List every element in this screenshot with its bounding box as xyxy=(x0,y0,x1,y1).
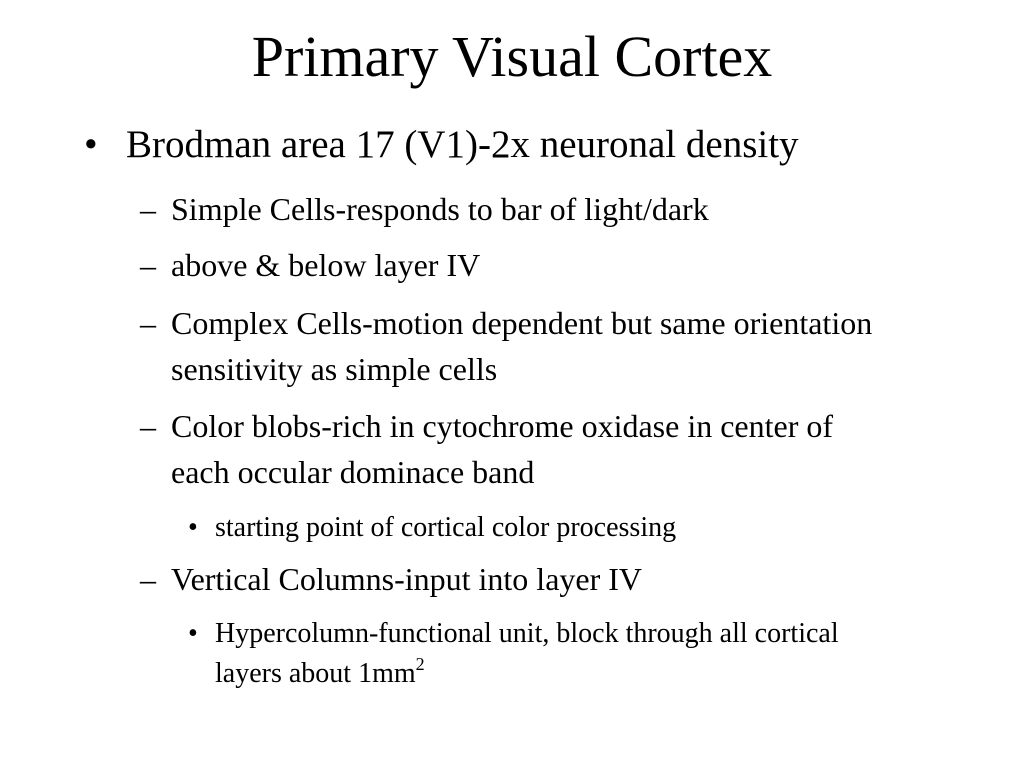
dash-marker: – xyxy=(140,247,156,283)
sub-item xyxy=(140,300,880,392)
sub-item xyxy=(140,556,880,602)
dash-marker: – xyxy=(140,191,156,227)
dash-marker: – xyxy=(140,305,156,341)
sub-item-text: Color blobs-rich in cytochrome oxidase in center of each occular dominace band xyxy=(171,408,834,490)
sub-item-text: above & below layer IV xyxy=(171,247,481,283)
sub-item xyxy=(140,242,880,288)
sub-item-text: Complex Cells-motion dependent but same orientation sensitivity as simple cells xyxy=(171,305,873,387)
dash-marker: – xyxy=(140,408,156,444)
sub-sub-item xyxy=(188,508,888,548)
sub-item xyxy=(140,403,880,495)
sub-item-text: Vertical Columns-input into layer IV xyxy=(171,561,643,597)
dot-marker: • xyxy=(188,618,198,649)
superscript: 2 xyxy=(415,653,425,674)
sub-sub-item-text: starting point of cortical color processing xyxy=(215,512,677,543)
sub-sub-item-text xyxy=(215,614,888,694)
bullet-text: Brodman area 17 (V1)-2x neuronal density xyxy=(126,123,799,166)
slide-title: Primary Visual Cortex xyxy=(251,24,773,89)
sub-item-text: Simple Cells-responds to bar of light/dark xyxy=(171,191,709,227)
dash-marker: – xyxy=(140,561,156,597)
sub-sub-item-text-body: Hypercolumn-functional unit, block through all cortical layers about 1mm xyxy=(215,618,839,689)
sub-sub-item xyxy=(188,614,888,694)
dot-marker: • xyxy=(188,512,198,543)
sub-item xyxy=(140,186,880,232)
bullet-marker: • xyxy=(84,123,98,166)
